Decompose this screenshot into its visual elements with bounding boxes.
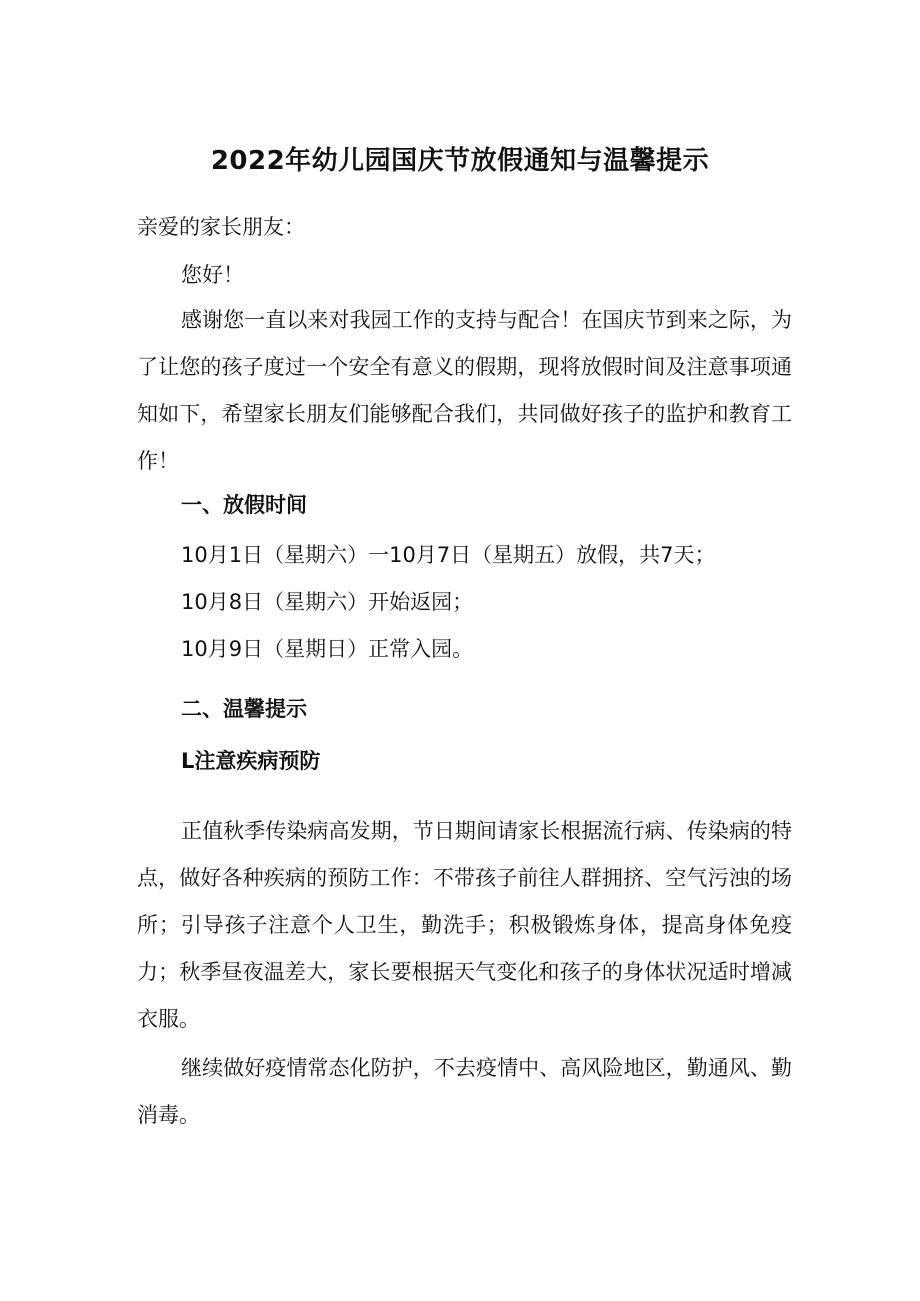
intro-paragraph: 感谢您一直以来对我园工作的支持与配合！在国庆节到来之际，为了让您的孩子度过一个安全有意义的假期，现将放假时间及注意事项通知如下，希望家长朋友们能够配合我们，共同做好孩子的监护和教育工作！ [137, 308, 792, 473]
return-date-line: 10月8日（星期六）开始返园； [181, 590, 474, 614]
section-1-heading: 一、放假时间 [181, 493, 307, 517]
epidemic-prevention-paragraph: 继续做好疫情常态化防护，不去疫情中、高风险地区，勤通风、勤消毒。 [137, 1056, 792, 1127]
subsection-disease-prevention-heading: L注意疾病预防 [181, 749, 321, 773]
disease-prevention-paragraph: 正值秋季传染病高发期，节日期间请家长根据流行病、传染病的特点，做好各种疾病的预防工作：不带孩子前往人群拥挤、空气污浊的场所；引导孩子注意个人卫生，勤洗手；积极锻炼身体，提高身体免疫力；秋季昼夜温差大，家长要根据天气变化和孩子的身体状况适时增减衣服。 [137, 819, 792, 1031]
salutation: 亲爱的家长朋友： [137, 215, 305, 239]
greeting: 您好！ [181, 263, 244, 287]
holiday-period-line: 10月1日（星期六）一10月7日（星期五）放假，共7天； [181, 543, 716, 567]
document-title: 2022年幼儿园国庆节放假通知与温馨提示 [210, 146, 710, 176]
section-2-heading: 二、温馨提示 [181, 697, 307, 721]
normal-attendance-line: 10月9日（星期日）正常入园。 [181, 637, 474, 661]
